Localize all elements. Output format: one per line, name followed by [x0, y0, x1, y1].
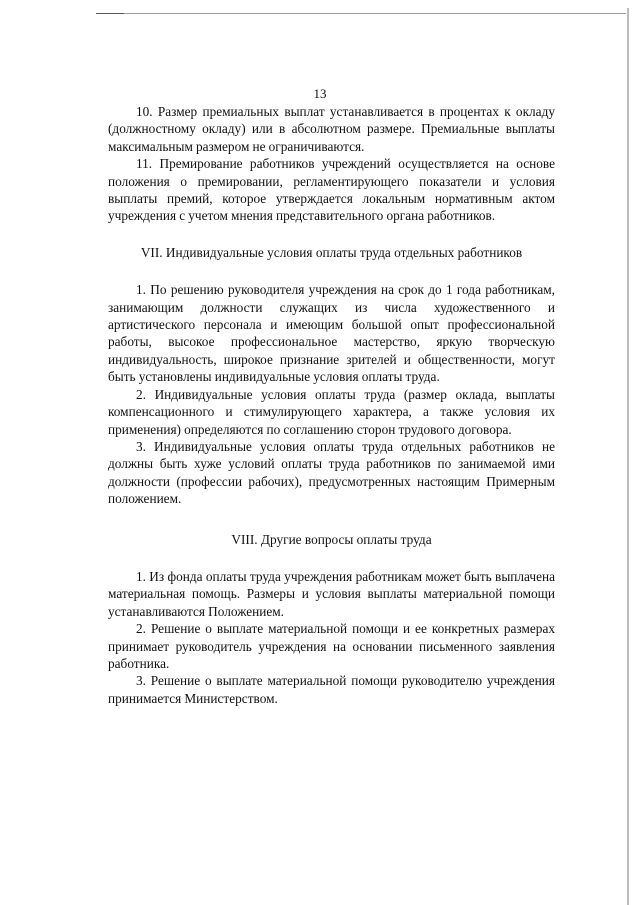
- section-8-paragraph-1: 1. Из фонда оплаты труда учреждения работникам может быть выплачена материальная помощь. Размеры и условия выплаты материальной помощи устанавливаются Положением.: [108, 568, 555, 619]
- scan-top-rule-mark: [96, 13, 124, 14]
- section-7-heading: VII. Индивидуальные условия оплаты труда отдельных работников: [140, 244, 523, 260]
- section-8-heading: VIII. Другие вопросы оплаты труда: [231, 531, 432, 547]
- scan-top-rule: [96, 13, 626, 14]
- section-8-paragraph-2: 2. Решение о выплате материальной помощи и ее конкретных размерах принимает руководитель учреждения на основании письменного заявления работника.: [108, 621, 555, 671]
- paragraph-11: 11. Премирование работников учреждений осуществляется на основе положения о премировании, регламентирующего показатели и условия выплаты премий, которое утверждается локальным нормативным актом учреждения с учетом мнения представительного органа работников.: [108, 156, 555, 224]
- page-number: 13: [313, 86, 327, 101]
- document-body: [108, 103, 555, 707]
- section-7-paragraph-3: 3. Индивидуальные условия оплаты труда отдельных работников не должны быть хуже условий оплаты труда работников по занимаемой ими должности (профессии рабочих), предусмотренных настоящим Примерным положением.: [108, 438, 555, 507]
- section-8-paragraph-3: 3. Решение о выплате материальной помощи руководителю учреждения принимается Министерством.: [108, 673, 555, 706]
- section-7-paragraph-2: 2. Индивидуальные условия оплаты труда (размер оклада, выплаты компенсационного и стимулирующего характера, а также условия их применения) определяются по соглашению сторон трудового договора.: [108, 386, 555, 437]
- scan-right-edge: [627, 8, 629, 905]
- paragraph-10: 10. Размер премиальных выплат устанавливается в процентах к окладу (должностному окладу) или в абсолютном размере. Премиальные выплаты максимальным размером не ограничиваются.: [108, 104, 555, 154]
- section-7-paragraph-1: 1. По решению руководителя учреждения на срок до 1 года работникам, занимающим должности служащих из числа художественного и артистического персонала и имеющим большой опыт профессиональной работы, высокое профессиональное мастерство, яркую творческую индивидуальность, широкое признание зрителей и общественности, могут быть установлены индивидуальные условия оплаты труда.: [108, 282, 555, 385]
